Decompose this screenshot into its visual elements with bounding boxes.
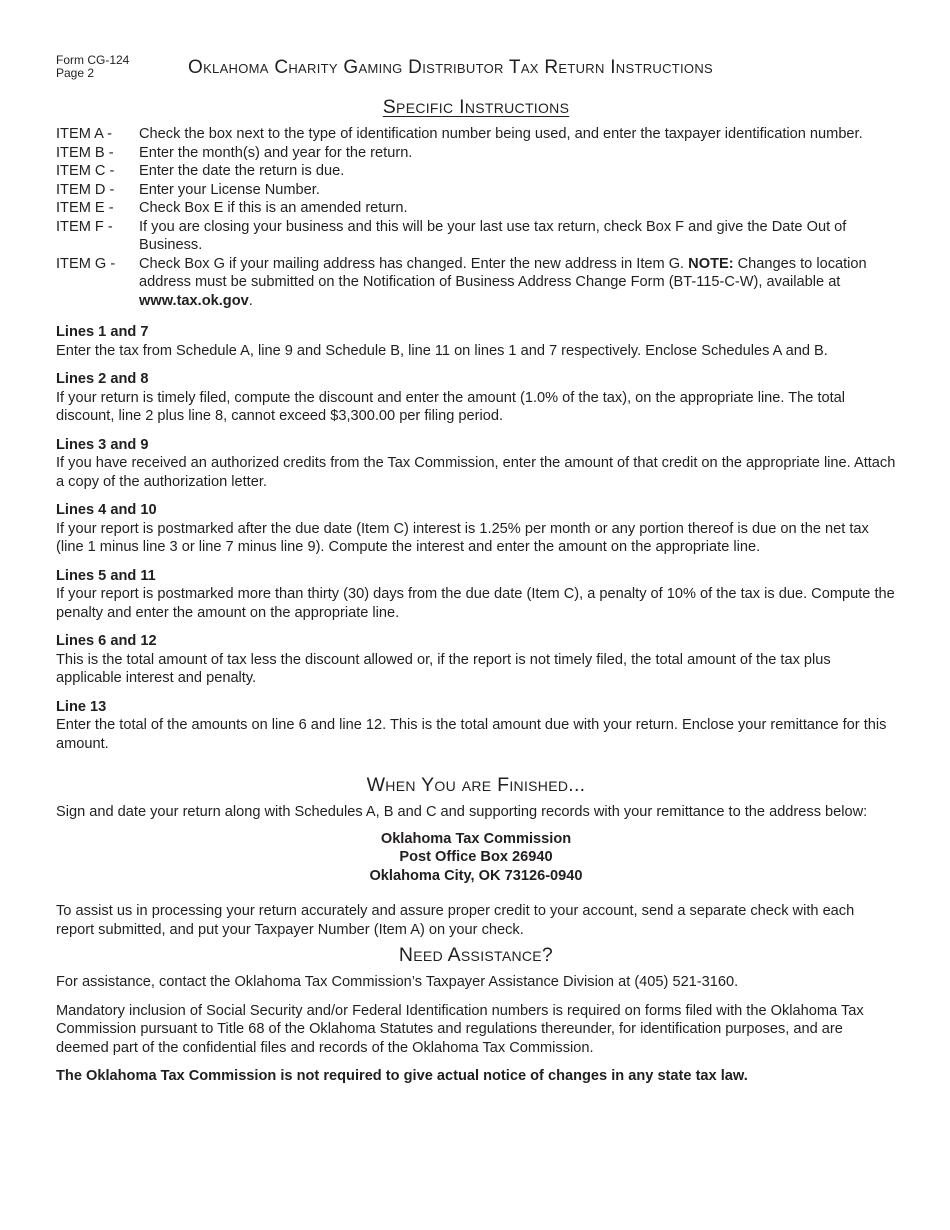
item-label: ITEM B - [56, 144, 114, 161]
website-link[interactable]: www.tax.ok.gov [139, 292, 249, 309]
item-label: ITEM G - [56, 255, 116, 272]
item-label: ITEM A - [56, 126, 112, 142]
line-heading: Lines 2 and 8 [56, 371, 149, 387]
mailing-address [56, 830, 896, 886]
need-assistance-heading: Need Assistance? [398, 944, 554, 966]
address-line: Oklahoma Tax Commission [380, 830, 572, 847]
line-block [56, 501, 896, 557]
mandatory-notice: Mandatory inclusion of Social Security and/or Federal Identification numbers is required on forms filed with the Oklahoma Tax Commission pursuant to Title 68 of the Oklahoma Statutes and regulations thereunder, for identification purposes, and are deemed part of the confidential files and records of the Oklahoma Tax Commission. [56, 1002, 864, 1056]
line-text: If you have received an authorized credits from the Tax Commission, enter the amount of that credit on the appropriate line. Attach a copy of the authorization letter. [56, 455, 896, 490]
when-finished-section [56, 773, 896, 939]
item-row [56, 218, 896, 255]
item-text: Enter your License Number. [139, 181, 320, 198]
line-heading: Lines 4 and 10 [56, 502, 157, 518]
item-row [56, 199, 896, 218]
line-block [56, 632, 896, 688]
item-list [56, 125, 896, 310]
disclaimer: The Oklahoma Tax Commission is not required to give actual notice of changes in any state tax law. [56, 1068, 748, 1084]
item-g-end: . [248, 292, 253, 309]
item-row [56, 181, 896, 200]
line-heading: Line 13 [56, 698, 107, 715]
line-block [56, 323, 896, 360]
finished-intro: Sign and date your return along with Schedules A, B and C and supporting records with your remittance to the address below: [56, 804, 868, 820]
item-g-note-text: Changes to location address must be submitted on the Notification of Business Address Change Form (BT-115-C-W), available at [139, 255, 867, 290]
form-identifier [56, 54, 129, 80]
assistance-contact: For assistance, contact the Oklahoma Tax Commission’s Taxpayer Assistance Division at (405) 521-3160. [56, 974, 739, 990]
item-label: ITEM C - [56, 163, 115, 179]
specific-instructions-heading: Specific Instructions [382, 96, 570, 118]
line-instructions [56, 323, 896, 763]
line-heading: Lines 1 and 7 [56, 324, 149, 340]
remittance-note: To assist us in processing your return accurately and assure proper credit to your account, send a separate check with each report submitted, and put your Taxpayer Number (Item A) on your check. [56, 903, 855, 938]
item-text [139, 255, 896, 311]
line-heading: Lines 6 and 12 [56, 633, 157, 649]
line-heading: Lines 3 and 9 [56, 436, 149, 453]
line-text: If your report is postmarked more than thirty (30) days from the due date (Item C), a penalty of 10% of the tax is due. Compute the penalty and enter the amount on the appropriate line. [56, 586, 895, 621]
line-block [56, 436, 896, 492]
line-block [56, 370, 896, 426]
page-title: Oklahoma Charity Gaming Distributor Tax Return Instructions [188, 57, 713, 78]
line-block [56, 567, 896, 623]
page-number: Page 2 [56, 66, 95, 80]
line-block [56, 698, 896, 754]
note-label: NOTE: [688, 255, 734, 272]
address-line: Post Office Box 26940 [399, 849, 553, 865]
item-row [56, 125, 896, 144]
form-number: Form CG-124 [56, 53, 130, 67]
item-row [56, 144, 896, 163]
item-text: Enter the date the return is due. [139, 163, 345, 179]
item-text: If you are closing your business and this will be your last use tax return, check Box F and give the Date Out of Business. [139, 218, 847, 253]
item-g-text: Check Box G if your mailing address has changed. Enter the new address in Item G. [139, 255, 685, 272]
line-text: If your report is postmarked after the due date (Item C) interest is 1.25% per month or any portion thereof is due on the net tax (line 1 minus line 3 or line 7 minus line 9). Compute the interest and enter the amount on the appropriate line. [56, 520, 869, 555]
item-text: Enter the month(s) and year for the return. [139, 144, 413, 161]
line-heading: Lines 5 and 11 [56, 567, 156, 584]
line-text: If your return is timely filed, compute the discount and enter the amount (1.0% of the tax), on the appropriate line. The total discount, line 2 plus line 8, cannot exceed $3,300.00 per filing period. [56, 389, 846, 424]
when-finished-heading: When You are Finished... [366, 774, 586, 796]
line-text: Enter the total of the amounts on line 6 and line 12. This is the total amount due with your return. Enclose your remittance for this amount. [56, 717, 887, 752]
item-label: ITEM D - [56, 181, 115, 198]
line-text: This is the total amount of tax less the discount allowed or, if the report is not timely filed, the total amount of the tax plus applicable interest and penalty. [56, 651, 831, 686]
item-row [56, 162, 896, 181]
need-assistance-section [56, 943, 896, 1096]
item-text: Check the box next to the type of identification number being used, and enter the taxpayer identification number. [139, 126, 863, 142]
item-row-g [56, 255, 896, 311]
item-text: Check Box E if this is an amended return. [139, 200, 408, 216]
item-label: ITEM F - [56, 218, 113, 235]
address-line: Oklahoma City, OK 73126-0940 [369, 867, 583, 884]
line-text: Enter the tax from Schedule A, line 9 and Schedule B, line 11 on lines 1 and 7 respectively. Enclose Schedules A and B. [56, 342, 828, 359]
item-label: ITEM E - [56, 200, 114, 216]
